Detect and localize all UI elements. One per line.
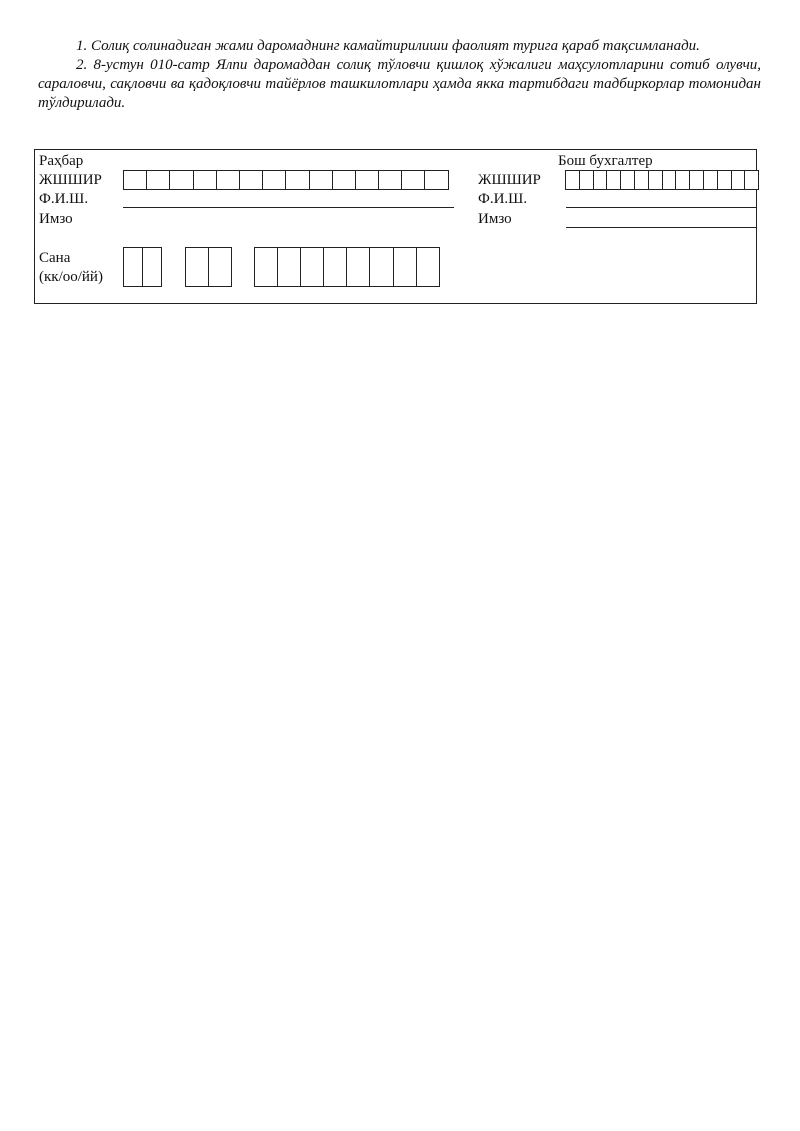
head-name-label: Ф.И.Ш. xyxy=(39,191,89,207)
date-year-cell[interactable] xyxy=(394,248,417,286)
head-tin-cell[interactable] xyxy=(333,171,356,189)
head-tin-cell[interactable] xyxy=(170,171,193,189)
accountant-sign-label: Имзо xyxy=(478,211,512,227)
head-name-line[interactable] xyxy=(123,207,454,208)
head-tin-cell[interactable] xyxy=(263,171,286,189)
head-sign-label: Имзо xyxy=(39,211,73,227)
head-tin-cell[interactable] xyxy=(356,171,379,189)
date-day-cell[interactable] xyxy=(124,248,143,286)
date-format-label: (кк/оо/йй) xyxy=(39,269,103,285)
date-year-cell[interactable] xyxy=(417,248,440,286)
accountant-name-label: Ф.И.Ш. xyxy=(478,191,528,207)
date-year-cell[interactable] xyxy=(324,248,347,286)
head-tin-cell[interactable] xyxy=(379,171,402,189)
accountant-name-line[interactable] xyxy=(566,207,757,208)
head-tin-cell[interactable] xyxy=(124,171,147,189)
accountant-title: Бош бухгалтер xyxy=(558,153,653,169)
accountant-tin-cell[interactable] xyxy=(566,171,580,189)
head-tin-cell[interactable] xyxy=(240,171,263,189)
head-tin-cell[interactable] xyxy=(286,171,309,189)
signature-block xyxy=(34,149,757,304)
accountant-tin-cell[interactable] xyxy=(649,171,663,189)
accountant-tin-cell[interactable] xyxy=(690,171,704,189)
head-title: Раҳбар xyxy=(39,153,84,169)
accountant-tin-cell[interactable] xyxy=(621,171,635,189)
footnotes xyxy=(38,37,761,113)
accountant-tin-label: ЖШШИР xyxy=(478,172,541,188)
accountant-tin-cell[interactable] xyxy=(732,171,746,189)
head-tin-cell[interactable] xyxy=(194,171,217,189)
date-month-cells[interactable] xyxy=(185,247,232,287)
accountant-tin-cell[interactable] xyxy=(745,171,759,189)
date-day-cell[interactable] xyxy=(143,248,162,286)
head-tin-cell[interactable] xyxy=(425,171,448,189)
head-tin-label: ЖШШИР xyxy=(39,172,102,188)
date-year-cell[interactable] xyxy=(255,248,278,286)
date-day-cells[interactable] xyxy=(123,247,162,287)
accountant-tin-cell[interactable] xyxy=(607,171,621,189)
accountant-tin-cell[interactable] xyxy=(663,171,677,189)
accountant-sign-line[interactable] xyxy=(566,227,757,228)
accountant-tin-cell[interactable] xyxy=(594,171,608,189)
accountant-tin-cells[interactable] xyxy=(565,170,759,190)
footnote-1: 1. Солиқ солинадиган жами даромаднинг камайтирилиши фаолият турига қараб тақсимланади. xyxy=(76,38,700,54)
head-tin-cell[interactable] xyxy=(147,171,170,189)
date-month-cell[interactable] xyxy=(186,248,209,286)
head-tin-cell[interactable] xyxy=(217,171,240,189)
head-tin-cell[interactable] xyxy=(402,171,425,189)
accountant-tin-cell[interactable] xyxy=(718,171,732,189)
date-year-cell[interactable] xyxy=(278,248,301,286)
date-year-cell[interactable] xyxy=(347,248,370,286)
accountant-tin-cell[interactable] xyxy=(676,171,690,189)
footnote-2: 2. 8-устун 010-сатр Ялпи даромаддан солиқ тўловчи қишлоқ хўжалиги маҳсулотларини сотиб олувчи, сараловчи, сақловчи ва қадоқловчи тайёрлов ташкилотлари ҳамда якка тартибдаги тадбиркорлар томонидан тўлдирилади. xyxy=(38,57,761,111)
head-tin-cells[interactable] xyxy=(123,170,449,190)
accountant-tin-cell[interactable] xyxy=(580,171,594,189)
date-year-cells[interactable] xyxy=(254,247,440,287)
accountant-tin-cell[interactable] xyxy=(635,171,649,189)
head-tin-cell[interactable] xyxy=(310,171,333,189)
date-year-cell[interactable] xyxy=(301,248,324,286)
accountant-tin-cell[interactable] xyxy=(704,171,718,189)
date-label: Сана xyxy=(39,250,71,266)
date-year-cell[interactable] xyxy=(370,248,393,286)
date-month-cell[interactable] xyxy=(209,248,232,286)
